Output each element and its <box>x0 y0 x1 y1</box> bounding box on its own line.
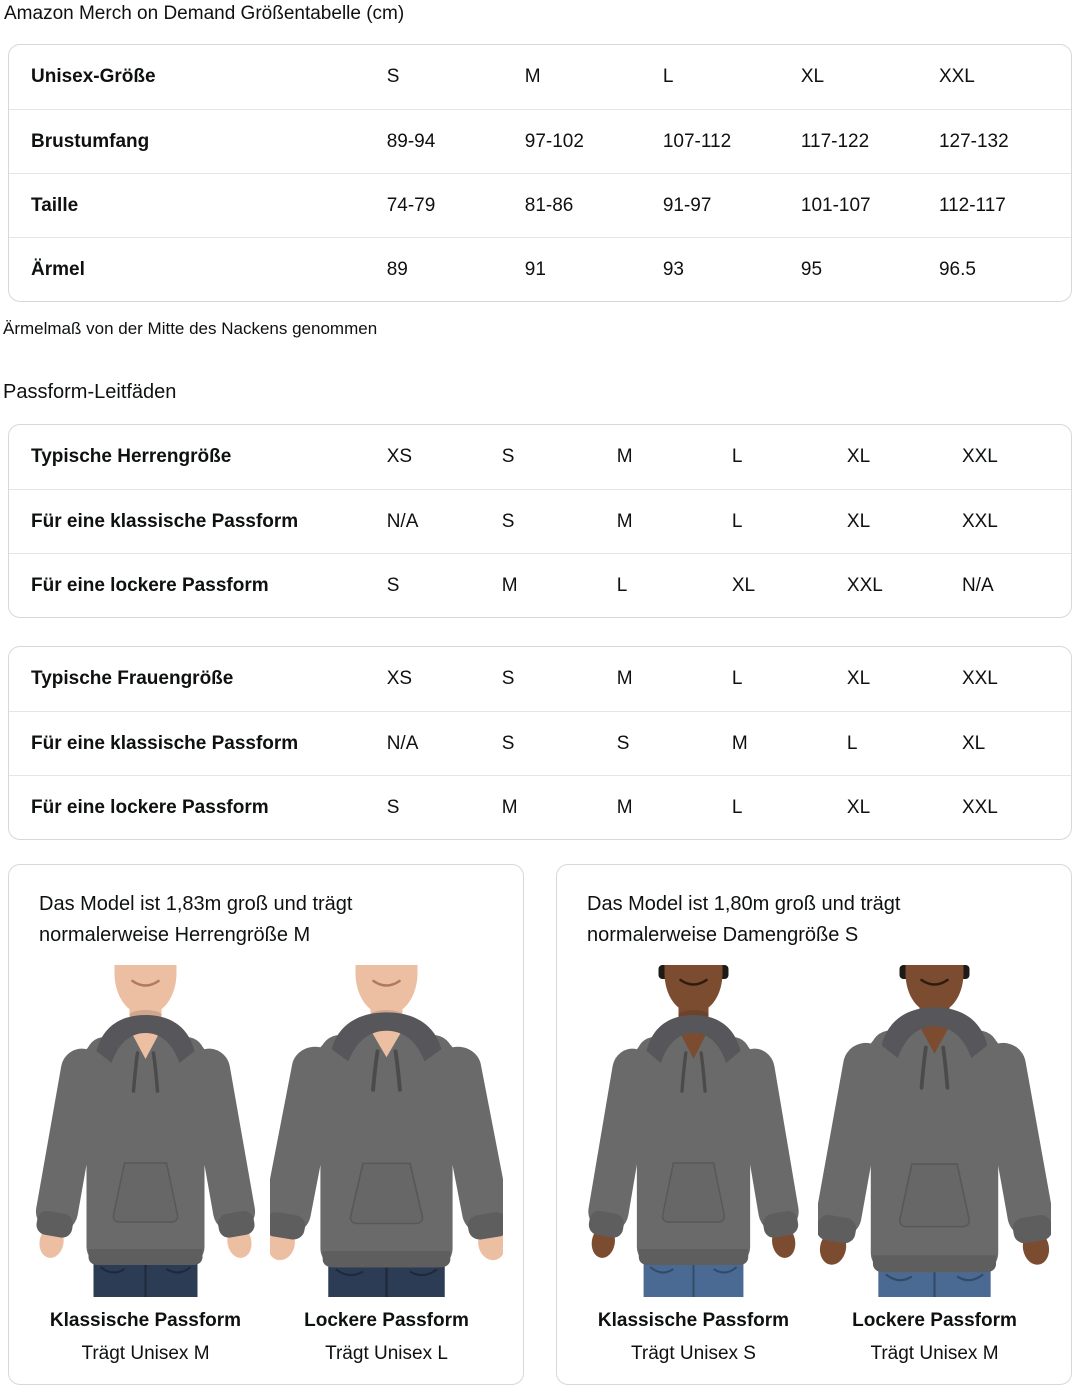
fit-label: Lockere Passform <box>852 1310 1017 1331</box>
page-title: Amazon Merch on Demand Größentabelle (cm) <box>4 3 405 24</box>
table-cell: 95 <box>800 258 823 280</box>
table-cell: XL <box>846 510 871 532</box>
model-figure <box>270 965 503 1366</box>
column-header: M <box>524 66 541 87</box>
row-label: Für eine lockere Passform <box>31 796 269 818</box>
table-header-row <box>9 45 1071 109</box>
table-cell: 107-112 <box>662 130 732 152</box>
table-cell: L <box>616 574 628 596</box>
table-cell: 89-94 <box>386 130 436 152</box>
table-cell: L <box>731 446 743 467</box>
fit-label: Klassische Passform <box>597 1310 790 1331</box>
table-cell: 117-122 <box>800 130 870 152</box>
fit-label: Klassische Passform <box>49 1310 242 1331</box>
table-cell: 81-86 <box>524 194 574 216</box>
table-cell: XXL <box>846 574 883 596</box>
table-cell: XXL <box>961 446 998 467</box>
row-label: Taille <box>31 194 79 216</box>
table-cell: L <box>846 732 858 754</box>
model-figures <box>29 965 503 1366</box>
table-row <box>9 489 1071 553</box>
table-cell: XXL <box>961 796 998 818</box>
table-cell: N/A <box>961 574 994 596</box>
table-cell: 93 <box>662 258 684 280</box>
table-cell: M <box>616 668 633 689</box>
table-cell: XS <box>386 446 413 467</box>
table-cell: S <box>386 796 400 818</box>
model-photo-male-loose-fit <box>270 965 503 1297</box>
table-row <box>9 109 1071 173</box>
table-cell: M <box>731 732 748 754</box>
table-cell: 127-132 <box>938 130 1009 152</box>
table-cell: S <box>386 574 400 596</box>
row-label: Für eine klassische Passform <box>31 732 299 754</box>
table-row <box>9 425 1071 489</box>
size-label: Trägt Unisex M <box>870 1343 999 1364</box>
table-cell: L <box>731 510 743 532</box>
fit-label: Lockere Passform <box>304 1310 469 1331</box>
table-row <box>9 647 1071 711</box>
row-label: Für eine lockere Passform <box>31 574 269 596</box>
table-cell: L <box>731 796 743 818</box>
table-cell: M <box>616 796 633 818</box>
row-label: Ärmel <box>31 258 85 280</box>
model-photo-male-classic-fit <box>29 965 262 1297</box>
table-row <box>9 237 1071 301</box>
column-header: S <box>386 66 400 87</box>
column-header: XXL <box>938 66 975 87</box>
table-cell: S <box>501 446 515 467</box>
table-row <box>9 711 1071 775</box>
model-photo-female-loose-fit <box>818 965 1051 1297</box>
model-figure <box>577 965 810 1366</box>
row-label: Unisex-Größe <box>31 66 156 87</box>
column-header: XL <box>800 66 825 87</box>
womens-model-card <box>556 864 1072 1385</box>
row-label: Brustumfang <box>31 130 150 152</box>
model-description: Das Model ist 1,83m groß und trägt normalerweise Herrengröße M <box>39 893 353 946</box>
model-cards <box>8 864 1072 1385</box>
column-header: L <box>662 66 674 87</box>
table-cell: S <box>501 732 515 754</box>
table-cell: XXL <box>961 510 998 532</box>
table-cell: XXL <box>961 668 998 689</box>
table-cell: N/A <box>386 510 419 532</box>
table-cell: M <box>501 574 518 596</box>
table-cell: S <box>616 732 630 754</box>
table-cell: N/A <box>386 732 419 754</box>
table-cell: S <box>501 510 515 532</box>
table-cell: 91-97 <box>662 194 712 216</box>
model-figure <box>818 965 1051 1366</box>
mens-model-card <box>8 864 524 1385</box>
table-cell: M <box>616 510 633 532</box>
model-description: Das Model ist 1,80m groß und trägt normalerweise Damengröße S <box>587 893 901 946</box>
table-cell: 89 <box>386 258 408 280</box>
row-label: Für eine klassische Passform <box>31 510 299 532</box>
model-figures <box>577 965 1051 1366</box>
table-cell: XL <box>731 574 756 596</box>
table-cell: 101-107 <box>800 194 871 216</box>
fit-guides-heading: Passform-Leitfäden <box>3 381 177 403</box>
table-row <box>9 173 1071 237</box>
row-label: Typische Herrengröße <box>31 446 232 467</box>
table-cell: 96.5 <box>938 258 976 280</box>
table-cell: XL <box>846 668 871 689</box>
table-cell: M <box>616 446 633 467</box>
table-cell: XL <box>961 732 986 754</box>
table-cell: S <box>501 668 515 689</box>
size-label: Trägt Unisex S <box>631 1343 756 1364</box>
table-cell: L <box>731 668 743 689</box>
model-figure <box>29 965 262 1366</box>
table-row <box>9 775 1071 839</box>
table-cell: 112-117 <box>938 194 1006 216</box>
table-cell: XL <box>846 796 871 818</box>
unisex-size-table <box>8 44 1072 302</box>
womens-fit-table <box>8 646 1072 840</box>
table-cell: 91 <box>524 258 546 280</box>
model-photo-female-classic-fit <box>577 965 810 1297</box>
mens-fit-table <box>8 424 1072 618</box>
table-cell: 97-102 <box>524 130 584 152</box>
table-row <box>9 553 1071 617</box>
size-label: Trägt Unisex L <box>325 1343 448 1364</box>
size-label: Trägt Unisex M <box>81 1343 210 1364</box>
row-label: Typische Frauengröße <box>31 668 234 689</box>
table-cell: XS <box>386 668 413 689</box>
table-cell: M <box>501 796 518 818</box>
table-cell: XL <box>846 446 871 467</box>
table-cell: 74-79 <box>386 194 436 216</box>
sleeve-measure-note: Ärmelmaß von der Mitte des Nackens genommen <box>3 319 378 338</box>
